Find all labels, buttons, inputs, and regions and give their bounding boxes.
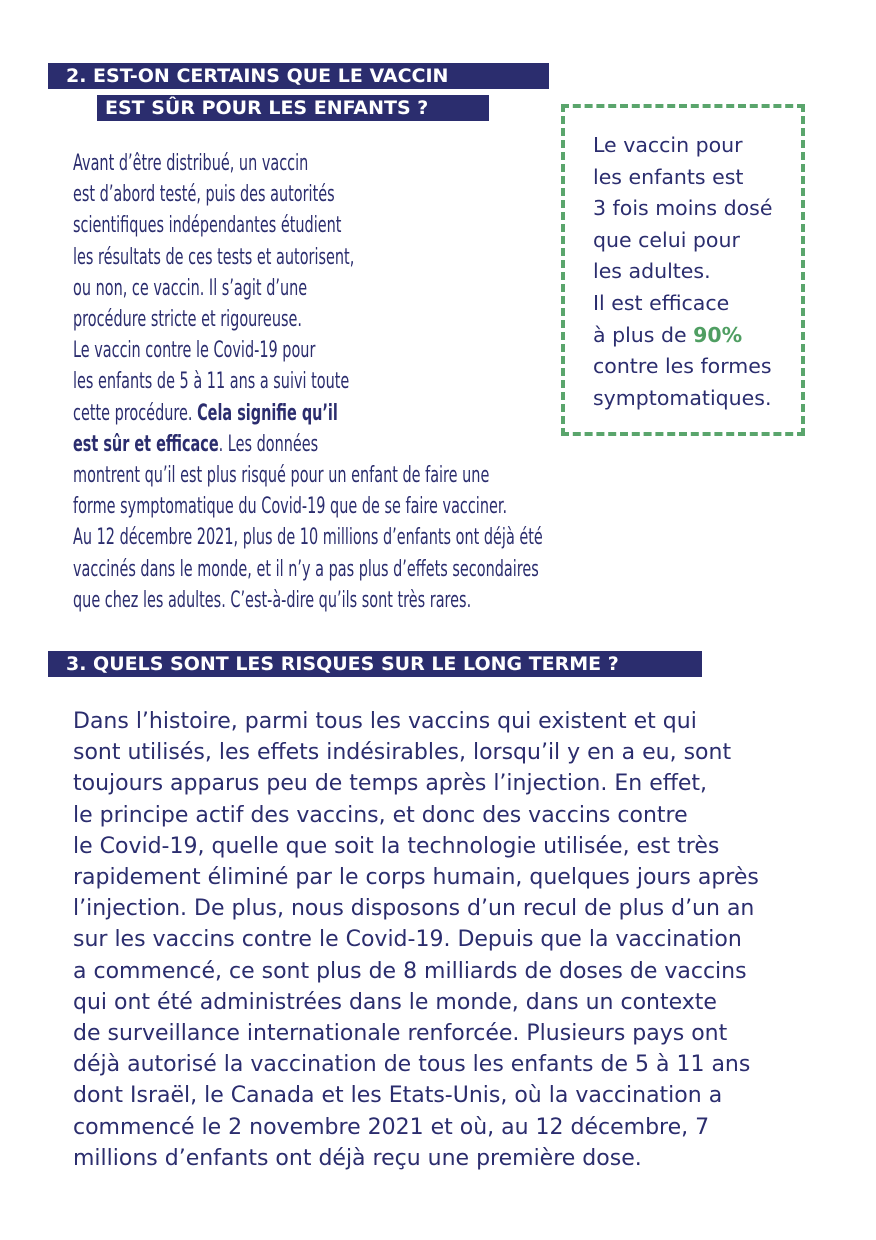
text-line: Le vaccin contre le Covid-19 pour: [73, 338, 316, 364]
text-line: l’injection. De plus, nous disposons d’un recul de plus d’un an: [73, 896, 755, 922]
text-line: 3 fois moins dosé: [593, 196, 773, 221]
text-line: montrent qu’il est plus risqué pour un enfant de faire une: [73, 463, 490, 489]
text-line: les enfants est: [593, 164, 744, 189]
text-line: Il est efficace: [593, 290, 730, 315]
text-line: sont utilisés, les effets indésirables, lorsqu’il y en a eu, sont: [73, 740, 732, 766]
text-line: le Covid-19, quelle que soit la technologie utilisée, est très: [73, 833, 720, 859]
section-2-heading-line-2: EST SÛR POUR LES ENFANTS ?: [97, 95, 489, 121]
text-line: forme symptomatique du Covid-19 que de se faire vacciner.: [73, 494, 508, 520]
text-line: rapidement éliminé par le corps humain, quelques jours après: [73, 865, 759, 891]
text-line: les adultes.: [593, 259, 711, 284]
section-3-body: [73, 706, 759, 1174]
bold-text: est sûr et efficace: [73, 431, 219, 457]
text-line: contre les formes: [593, 354, 772, 379]
text-line: [73, 429, 543, 460]
text-line: a commencé, ce sont plus de 8 milliards de doses de vaccins: [73, 958, 747, 984]
text-line: millions d’enfants ont déjà reçu une première dose.: [73, 1145, 642, 1171]
text-line: [593, 320, 772, 352]
section-2-heading-line-1: 2. EST-ON CERTAINS QUE LE VACCIN: [48, 63, 549, 89]
text-line: sur les vaccins contre le Covid-19. Depuis que la vaccination: [73, 927, 742, 953]
text-segment: cette procédure.: [73, 400, 198, 426]
efficacy-highlight: 90%: [693, 322, 743, 347]
text-line: dont Israël, le Canada et les Etats-Unis, où la vaccination a: [73, 1083, 723, 1109]
text-line: Le vaccin pour: [593, 133, 743, 157]
text-line: Dans l’histoire, parmi tous les vaccins qui existent et qui: [73, 709, 697, 734]
text-line: Avant d’être distribué, un vaccin: [73, 151, 309, 176]
text-line: que celui pour: [593, 227, 740, 252]
text-line: est d’abord testé, puis des autorités: [73, 182, 335, 208]
text-line: qui ont été administrées dans le monde, dans un contexte: [73, 989, 717, 1015]
text-line: ou non, ce vaccin. Il s’agit d’une: [73, 275, 308, 301]
callout-text: [593, 130, 772, 414]
section-3-heading: 3. QUELS SONT LES RISQUES SUR LE LONG TERME ?: [48, 651, 702, 677]
text-line: symptomatiques.: [593, 385, 772, 410]
text-line: [73, 398, 543, 429]
text-line: procédure stricte et rigoureuse.: [73, 307, 302, 333]
text-segment: . Les données: [218, 431, 319, 457]
text-line: les résultats de ces tests et autorisent,: [73, 244, 355, 270]
text-line: le principe actif des vaccins, et donc des vaccins contre: [73, 802, 688, 828]
text-line: vaccinés dans le monde, et il n’y a pas plus d’effets secondaires: [73, 556, 539, 582]
text-line: commencé le 2 novembre 2021 et où, au 12 décembre, 7: [73, 1114, 710, 1140]
text-line: Au 12 décembre 2021, plus de 10 millions d’enfants ont déjà été: [73, 525, 543, 551]
bold-text: Cela signifie qu’il: [197, 400, 338, 426]
text-line: déjà autorisé la vaccination de tous les enfants de 5 à 11 ans: [73, 1052, 751, 1078]
text-segment: à plus de: [593, 322, 694, 347]
text-line: scientifiques indépendantes étudient: [73, 213, 342, 239]
callout-box: [561, 104, 805, 436]
text-line: toujours apparus peu de temps après l’injection. En effet,: [73, 771, 708, 797]
text-line: que chez les adultes. C’est-à-dire qu’ils sont très rares.: [73, 587, 472, 613]
text-line: les enfants de 5 à 11 ans a suivi toute: [73, 369, 350, 395]
text-line: de surveillance internationale renforcée. Plusieurs pays ont: [73, 1021, 728, 1047]
